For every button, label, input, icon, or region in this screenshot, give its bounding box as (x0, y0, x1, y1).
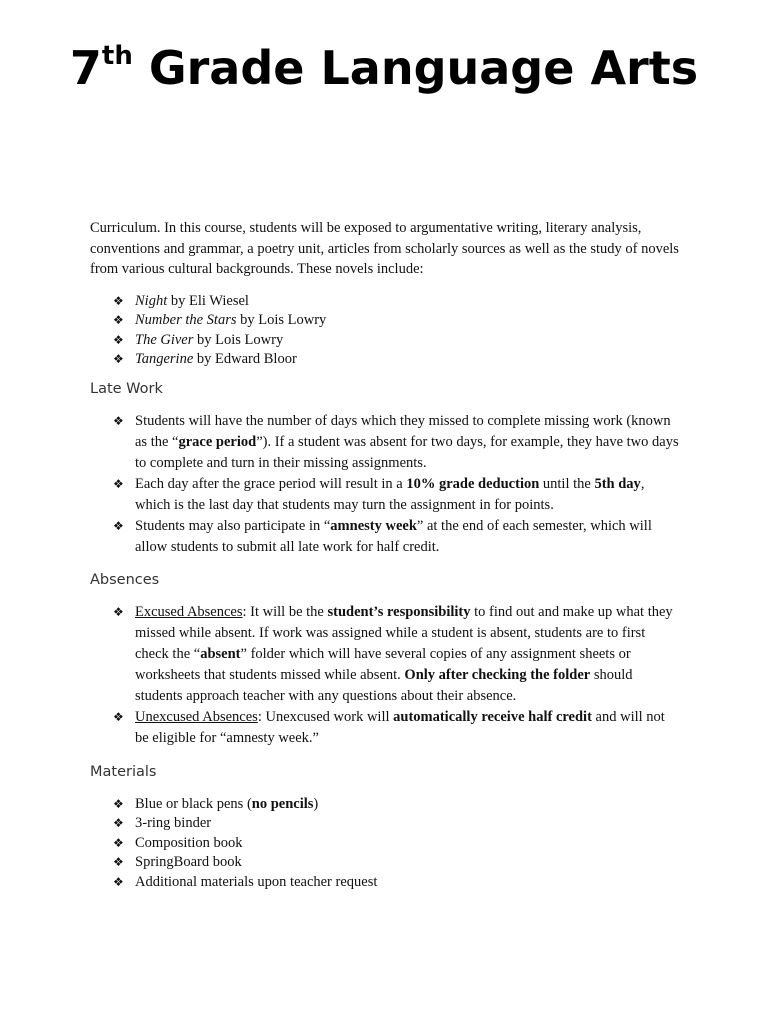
list-item (90, 411, 680, 474)
list-item (90, 853, 680, 873)
text-run: ) (313, 795, 319, 812)
list-item (90, 834, 680, 854)
bold-text: student’s responsibility (327, 603, 471, 620)
absences-list (90, 602, 680, 749)
diamond-bullet-icon: ❖ (113, 293, 124, 308)
text-run: Students will have the number of days which they missed to complete missing work (known as the “ (135, 412, 671, 450)
text-run: : It will be the (242, 603, 328, 620)
title-suffix: th (101, 41, 133, 71)
text-run: and will not be eligible for “amnesty week.” (135, 708, 665, 746)
diamond-bullet-icon: ❖ (113, 835, 124, 850)
text-run: ” at the end of each semester, which will allow students to submit all late work for half credit. (135, 517, 652, 555)
novel-author: by Lois Lowry (193, 331, 284, 348)
material-text: 3-ring binder (135, 815, 212, 831)
diamond-bullet-icon: ❖ (113, 332, 124, 347)
material-text: SpringBoard book (135, 854, 242, 870)
list-item (90, 350, 680, 370)
list-item (90, 331, 680, 351)
list-item (90, 814, 680, 834)
text-run: Blue or black pens ( (135, 795, 252, 812)
material-text: Additional materials upon teacher request (135, 873, 378, 890)
materials-list (90, 795, 680, 893)
text-run: : Unexcused work will (257, 708, 394, 725)
materials-heading: Materials (90, 763, 157, 780)
list-item (90, 311, 680, 331)
text-run: should students approach teacher with any questions about their absence. (135, 666, 633, 704)
list-item (90, 873, 680, 893)
bold-text: amnesty week (330, 517, 417, 534)
list-item (90, 602, 680, 707)
text-run: ”). If a student was absent for two days, for example, they have two days to complete and turn in their missing assignments. (135, 433, 679, 471)
intro-paragraph: Curriculum. In this course, students will be exposed to argumentative writing, literary analysis, conventions and grammar, a poetry unit, articles from scholarly sources as well as the study of novels from various cultural backgrounds. These novels include: (90, 220, 679, 277)
novel-title: Number the Stars (135, 312, 237, 328)
text-run: Students may also participate in “ (135, 517, 331, 534)
diamond-bullet-icon: ❖ (113, 413, 124, 428)
text-run: Each day after the grace period will result in a (135, 475, 407, 492)
diamond-bullet-icon: ❖ (113, 352, 124, 366)
late-work-list (90, 411, 680, 558)
text-run: ” folder which will have several copies of any assignment sheets or worksheets that students missed while absent. (135, 645, 631, 683)
novel-author: by Eli Wiesel (167, 292, 249, 309)
page-title (0, 38, 768, 98)
excused-label: Excused Absences (135, 603, 243, 620)
diamond-bullet-icon: ❖ (113, 604, 124, 619)
novel-author: by Edward Bloor (193, 351, 297, 367)
absences-heading: Absences (90, 571, 160, 588)
diamond-bullet-icon: ❖ (113, 816, 124, 830)
title-main: Grade Language Arts (148, 41, 699, 95)
list-item (90, 292, 680, 312)
diamond-bullet-icon: ❖ (113, 855, 124, 869)
bold-text: grace period (178, 433, 257, 450)
novel-author: by Lois Lowry (236, 312, 327, 328)
diamond-bullet-icon: ❖ (113, 518, 124, 533)
diamond-bullet-icon: ❖ (113, 313, 124, 327)
bold-text: absent (200, 645, 241, 662)
diamond-bullet-icon: ❖ (113, 874, 124, 889)
text-run: , which is the last day that students may turn the assignment in for points. (135, 475, 645, 513)
text-run: to find out and make up what they missed while absent. If work was assigned while a student is absent, students are to first check the “ (135, 603, 673, 662)
list-item (90, 707, 680, 749)
document-body (90, 218, 680, 892)
novel-title: Night (135, 292, 168, 309)
bold-text: no pencils (251, 795, 314, 812)
novel-title: The Giver (135, 331, 194, 348)
bold-text: automatically receive half credit (393, 708, 592, 725)
list-item (90, 516, 680, 558)
diamond-bullet-icon: ❖ (113, 476, 124, 491)
novel-list (90, 292, 680, 370)
novel-title: Tangerine (135, 351, 194, 367)
unexcused-label: Unexcused Absences (135, 708, 258, 725)
material-text: Composition book (135, 834, 243, 851)
list-item (90, 795, 680, 815)
late-work-heading: Late Work (90, 380, 163, 397)
list-item (90, 474, 680, 516)
diamond-bullet-icon: ❖ (113, 796, 124, 811)
bold-text: 5th day (594, 475, 641, 492)
bold-text: Only after checking the folder (404, 666, 591, 683)
title-number: 7 (69, 41, 102, 95)
text-run: until the (539, 475, 595, 492)
bold-text: 10% grade deduction (406, 475, 540, 492)
diamond-bullet-icon: ❖ (113, 709, 124, 724)
